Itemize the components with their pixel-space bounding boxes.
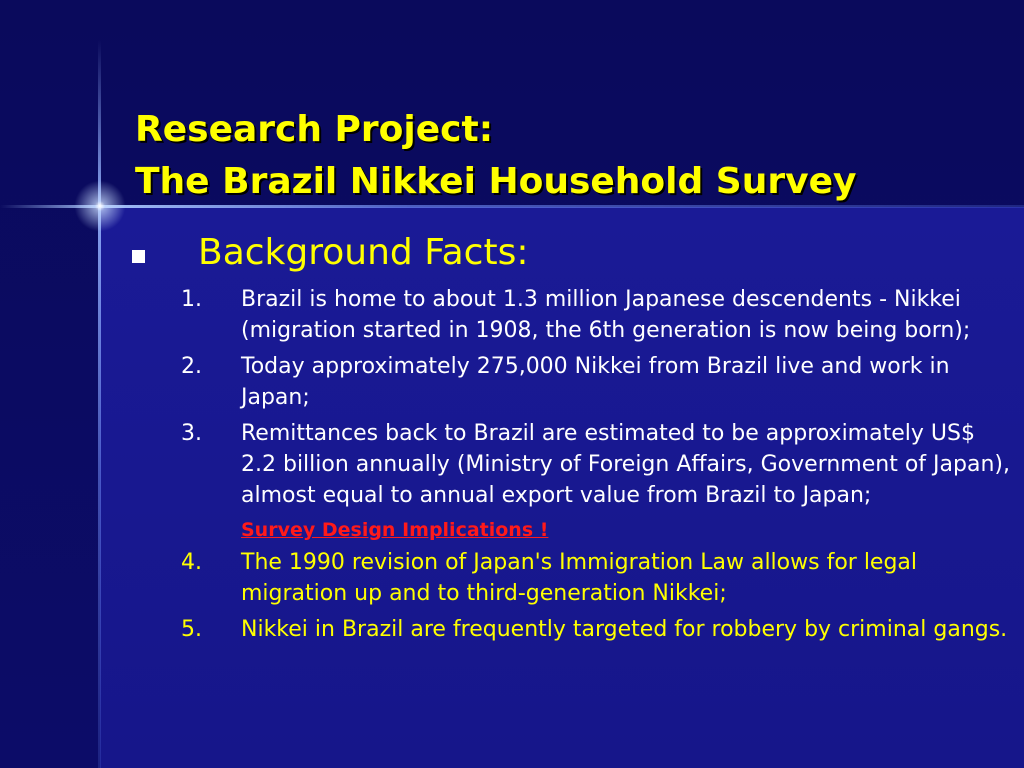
bullet-label: Background Facts: — [198, 232, 529, 273]
list-item — [181, 418, 1016, 511]
facts-list — [181, 284, 1016, 650]
list-item — [181, 547, 1016, 609]
title-line-2: The Brazil Nikkei Household Survey — [135, 161, 857, 202]
item-number: 3. — [181, 421, 202, 446]
item-text: Today approximately 275,000 Nikkei from Brazil live and work in Japan; — [241, 354, 950, 410]
vertical-light-line — [98, 40, 101, 768]
item-number: 1. — [181, 287, 202, 312]
list-item — [181, 351, 1016, 413]
item-number: 4. — [181, 550, 202, 575]
title-line-1: Research Project: — [135, 109, 494, 150]
light-flare-icon — [70, 176, 130, 236]
item-number: 5. — [181, 617, 202, 642]
item-text: Remittances back to Brazil are estimated to be approximately US$ 2.2 billion annually (Ministry of Foreign Affairs, Government of Japan), almost equal to annual export value from Brazil to Japan; — [241, 421, 1010, 508]
square-bullet-icon — [132, 250, 145, 263]
item-text: Brazil is home to about 1.3 million Japanese descendents - Nikkei (migration started in 1908, the 6th generation is now being born); — [241, 287, 971, 343]
survey-design-implications-note: Survey Design Implications ! — [241, 519, 549, 541]
item-text: Nikkei in Brazil are frequently targeted for robbery by criminal gangs. — [241, 617, 1008, 642]
slide-title — [135, 104, 856, 208]
list-item — [181, 614, 1016, 645]
list-item — [181, 284, 1016, 346]
item-text: The 1990 revision of Japan's Immigration Law allows for legal migration up and to third-generation Nikkei; — [241, 550, 918, 606]
item-number: 2. — [181, 354, 202, 379]
